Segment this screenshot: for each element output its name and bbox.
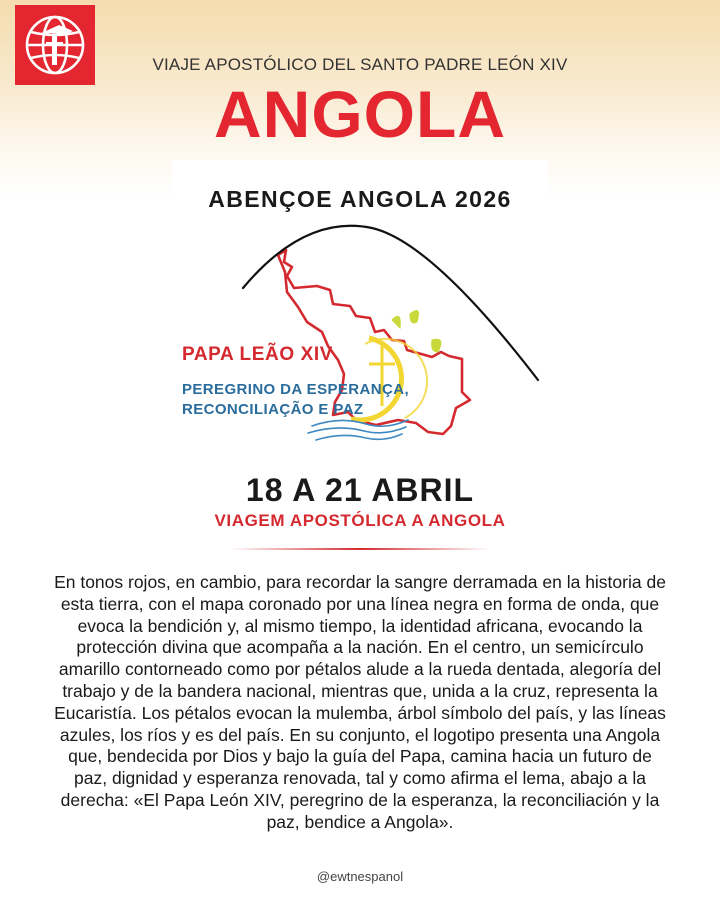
emblem-pope-name: PAPA LEÃO XIV — [182, 344, 334, 365]
visit-label: VIAGEM APOSTÓLICA A ANGOLA — [214, 511, 506, 530]
emblem-motto-line-2: RECONCILIAÇÃO E PAZ — [182, 401, 364, 418]
angola-visit-emblem — [170, 220, 550, 460]
sun-gear-icon — [351, 310, 441, 420]
description-text: En tonos rojos, en cambio, para recordar la sangre derramada en la historia de esta tierra, con el mapa coronado por una línea negra en forma de onda, que evoca la bendición y, al mismo tiempo, la identidad africana, evocando la protección divina que acompaña a la nación. En el centro, un semicírculo amarillo contorneado como por pétalos alude a la rueda dentada, alegoría del trabajo y de la bandera nacional, mientras que, unida a la cruz, representa la Eucaristía. Los pétalos evocan la mulemba, árbol símbolo del país, y las líneas azules, los ríos y es del país. En su conjunto, el logotipo presenta una Angola que, bendecida por Dios y bajo la guía del Papa, camina hacia un futuro de paz, dignidad y esperanza renovada, tal y como afirma el lema, abajo a la derecha: «El Papa León XIV, peregrino de la esperanza, la reconciliación y la paz, bendice a Angola». — [54, 572, 666, 832]
social-handle[interactable]: @ewtnespanol — [316, 869, 404, 884]
divider — [230, 548, 490, 550]
visit-dates: 18 A 21 ABRIL — [245, 472, 475, 508]
emblem-motto-line-1: PEREGRINO DA ESPERANÇA, — [182, 381, 410, 398]
trip-subtitle: VIAJE APOSTÓLICO DEL SANTO PADRE LEÓN XIV — [152, 55, 568, 74]
emblem-heading: ABENÇOE ANGOLA 2026 — [208, 186, 512, 212]
page-title: ANGOLA — [214, 77, 506, 151]
rivers-icon — [308, 420, 408, 440]
